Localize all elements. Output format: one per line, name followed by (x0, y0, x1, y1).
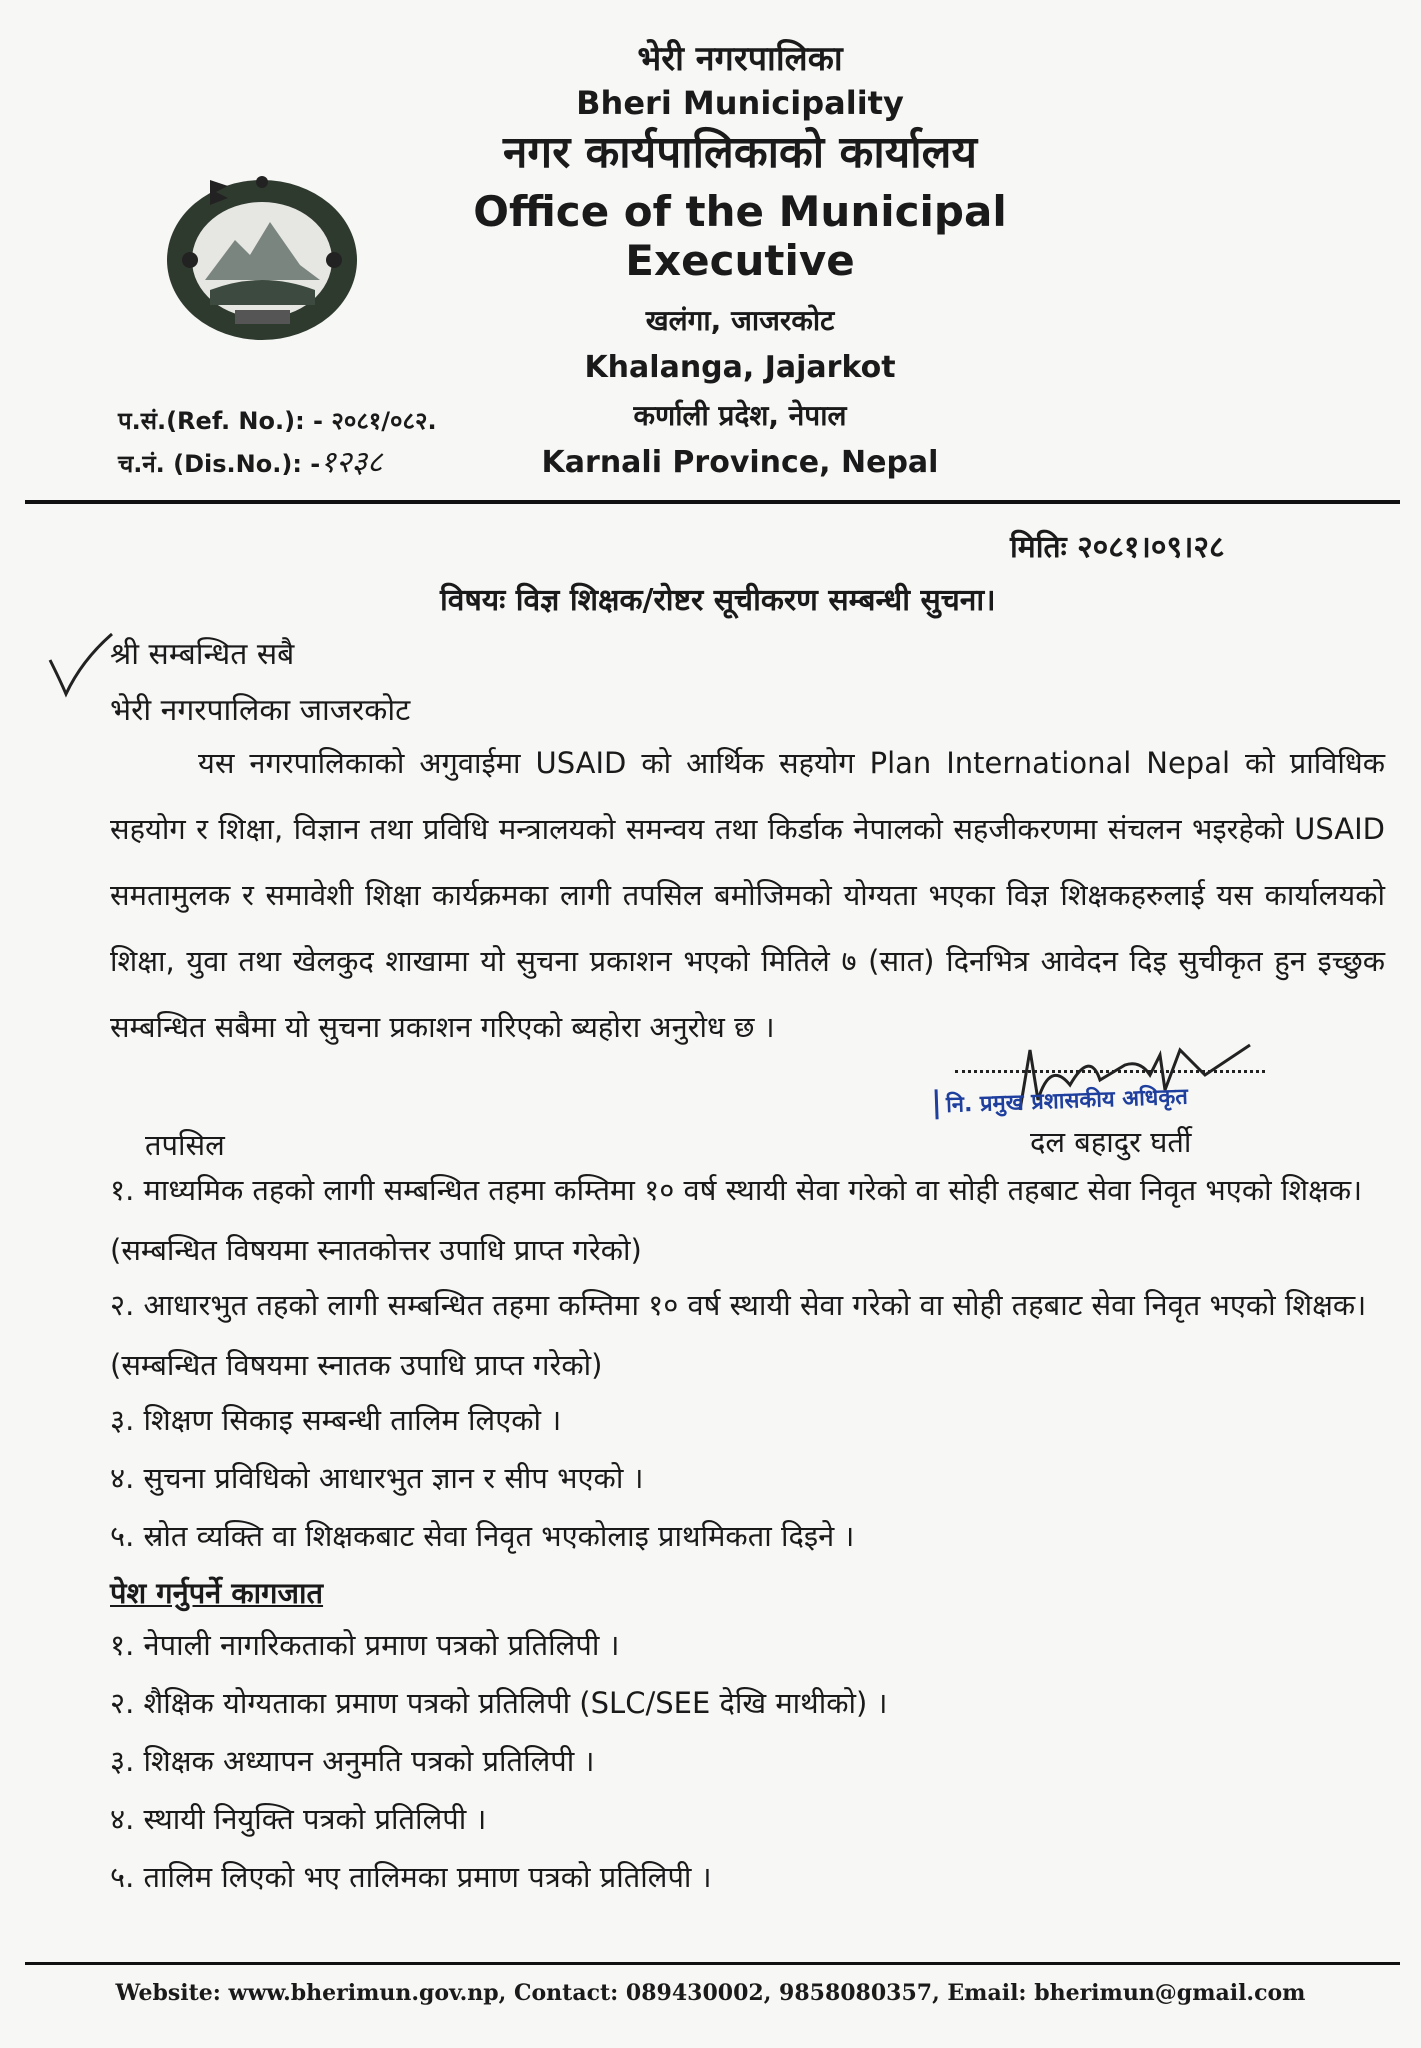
province-np: कर्णाली प्रदेश, नेपाल (633, 398, 847, 432)
list-item: १. माध्यमिक तहको लागी सम्बन्धित तहमा कम्तिमा १० वर्ष स्थायी सेवा गरेको वा सोही तहबाट सेवा निवृत भएको शिक्षक। (सम्बन्धित विषयमा स्नातकोत्तर उपाधि प्राप्त गरेको) (110, 1173, 1363, 1267)
ref-label: प.सं.(Ref. No.): - (118, 407, 332, 435)
check-mark-icon (46, 630, 116, 700)
header-divider (25, 500, 1400, 504)
list-item: २. शैक्षिक योग्यताका प्रमाण पत्रको प्रतिलिपी (SLC/SEE देखि माथीको) । (110, 1686, 888, 1720)
list-item: ४. सुचना प्रविधिको आधारभुत ज्ञान र सीप भएको । (110, 1461, 644, 1495)
dispatch-value: १२३८ (320, 445, 383, 480)
dispatch-number-row (118, 442, 437, 485)
letter-subject: विषयः विज्ञ शिक्षक/रोष्टर सूचीकरण सम्बन्धी सुचना। (440, 583, 996, 618)
schedule-title: तपसिल (145, 1128, 225, 1162)
ref-value: २०८१/०८२. (331, 407, 437, 435)
signature-line (955, 1070, 1265, 1073)
notice-body: यस नगरपालिकाको अगुवाईमा USAID को आर्थिक सहयोग Plan International Nepal को प्राविधिक सहयोग र शिक्षा, विज्ञान तथा प्रविधि मन्त्रालयको समन्वय तथा किर्डाक नेपालको सहजीकरणमा संचलन भइरहेको USAID समतामुलक र समावेशी शिक्षा कार्यक्रमका लागी तपसिल बमोजिमको योग्यता भएका विज्ञ शिक्षकहरुलाई यस कार्यालयको शिक्षा, युवा तथा खेलकुद शाखामा यो सुचना प्रकाशन भएको मितिले ७ (सात) दिनभित्र आवेदन दिइ सुचीकृत हुन इच्छुक सम्बन्धित सबैमा यो सुचना प्रकाशन गरिएको ब्यहोरा अनुरोध छ । (110, 746, 1385, 1044)
list-item: ३. शिक्षक अध्यापन अनुमति पत्रको प्रतिलिपी । (110, 1744, 595, 1778)
ref-number-row (118, 400, 437, 442)
list-item: ४. स्थायी नियुक्ति पत्रको प्रतिलिपी । (110, 1802, 487, 1836)
reference-block (118, 400, 437, 485)
dispatch-label: च.नं. (Dis.No.): - (118, 450, 321, 478)
letterhead (380, 40, 1100, 480)
nepal-emblem-icon (150, 160, 375, 350)
letter-date: मितिः २०८१।०९।२८ (1010, 530, 1225, 565)
list-item: २. आधारभुत तहको लागी सम्बन्धित तहमा कम्तिमा १० वर्ष स्थायी सेवा गरेको वा सोही तहबाट सेवा निवृत भएको शिक्षक। (सम्बन्धित विषयमा स्नातक उपाधि प्राप्त गरेको) (110, 1288, 1367, 1382)
list-item: ५. स्रोत व्यक्ति वा शिक्षकबाट सेवा निवृत भएकोलाइ प्राथमिकता दिइने । (110, 1519, 855, 1553)
province-en: Karnali Province, Nepal (541, 444, 939, 480)
addressee-line-2: भेरी नगरपालिका जाजरकोट (110, 693, 411, 728)
footer-contact: Website: www.bherimun.gov.np, Contact: 089430002, 9858080357, Email: bherimun@gmail.com (115, 1980, 1306, 2006)
footer-divider (25, 1962, 1400, 1965)
documents-title: पेश गर्नुपर्ने कागजात (110, 1576, 324, 1610)
signer-name: दल बहादुर घर्ती (1030, 1125, 1192, 1159)
municipality-name-en: Bheri Municipality (576, 84, 904, 123)
municipality-name-np: भेरी नगरपालिका (637, 39, 843, 79)
official-stamp: नि. प्रमुख प्रशासकीय अधिकृत (935, 1081, 1189, 1120)
list-item: ३. शिक्षण सिकाइ सम्बन्धी तालिम लिएको । (110, 1403, 562, 1437)
office-name-np: नगर कार्यपालिकाको कार्यालय (503, 126, 977, 178)
addressee-line-1: श्री सम्बन्धित सबै (110, 637, 295, 672)
location-np: खलंगा, जाजरकोट (645, 304, 835, 338)
list-item: ५. तालिम लिएको भए तालिमका प्रमाण पत्रको प्रतिलिपी । (110, 1860, 712, 1894)
list-item: १. नेपाली नागरिकताको प्रमाण पत्रको प्रतिलिपी । (110, 1628, 620, 1662)
office-name-en: Office of the Municipal Executive (473, 187, 1007, 285)
location-en: Khalanga, Jajarkot (584, 350, 896, 386)
